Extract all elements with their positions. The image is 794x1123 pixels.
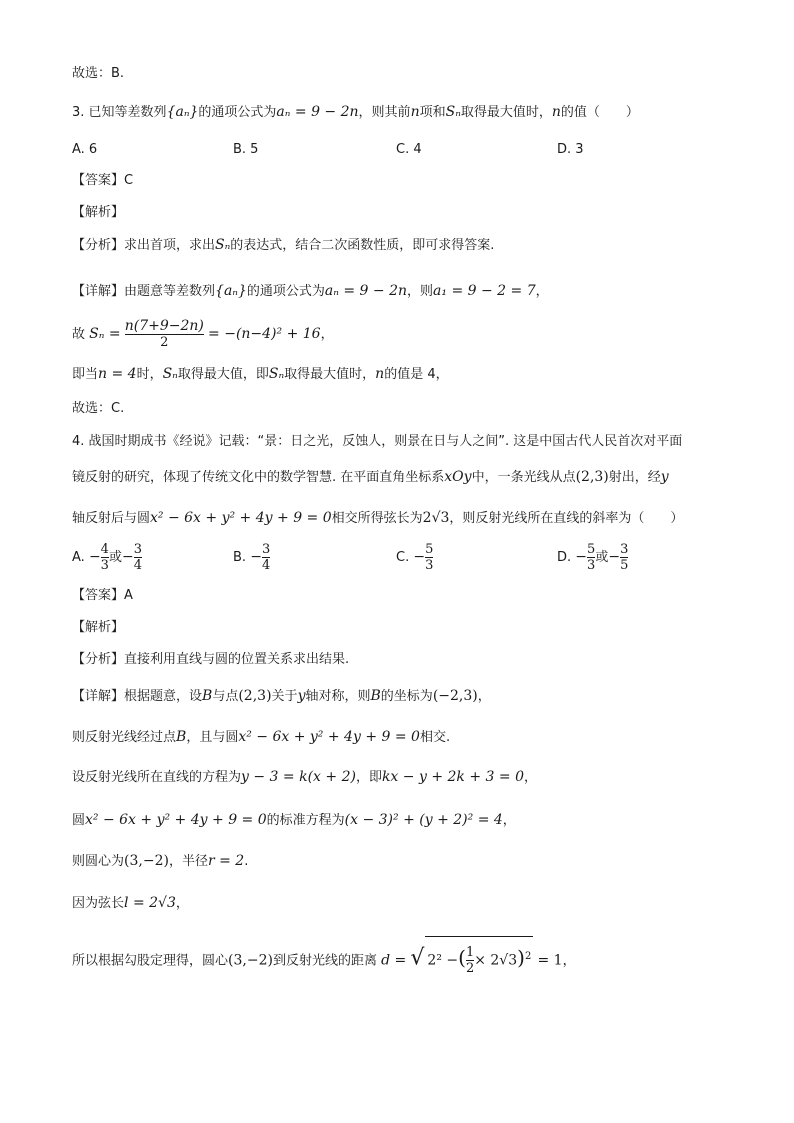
q4-answer: 【答案】A (72, 588, 133, 603)
q3-fenxi-sn: Sₙ (215, 237, 231, 253)
q4-d2-B: B (176, 729, 187, 745)
q3-stem-text-c: ，则其前 (358, 105, 411, 120)
q4-center: (3,−2) (124, 853, 169, 869)
q4-d4-b: 的标准方程为 (266, 813, 345, 828)
q4-line-1: 4. 战国时期成书《经说》记载：“景：日之光，反蚀人，则景在日与人之间”. 这是中国古代人民首次对平面 (72, 434, 683, 449)
q3-sum-denominator: 2 (160, 335, 169, 350)
q4-line2-c: 射出，经 (608, 470, 661, 485)
q3-detail1-formula: aₙ = 9 − 2n (324, 283, 408, 299)
q4-distance-result: = 1 (537, 952, 563, 969)
q4-option-a: A. − $\frac{4}{3}$ 或− $\frac{3}{4}$ (72, 542, 142, 573)
q4-optD-label: D. (557, 550, 572, 565)
q4-d1-B: B (202, 688, 213, 704)
q3-sequence: {aₙ} (166, 104, 199, 120)
q4-d7-center: (3,−2) (228, 952, 273, 969)
q4-d5-b: ，半径 (168, 854, 208, 869)
q4-standard-form: (x − 3)² + (y + 2)² = 4 (344, 812, 503, 828)
q4-y: y (660, 469, 669, 485)
q4-analysis-title: 【解析】 (72, 620, 125, 635)
q4-line-3 (72, 508, 683, 529)
q3-detail-label: 【详解】 (72, 284, 125, 299)
q4-optA-label: A. (72, 550, 85, 565)
q4-d3-a: 设反射光线所在直线的方程为 (72, 770, 242, 785)
q3-answer: 【答案】C (72, 173, 134, 188)
q4-half-fraction (466, 945, 474, 976)
q3-option-c: C. 4 (396, 142, 422, 157)
q4-optA-frac2 (134, 542, 142, 573)
q3-sn: Sₙ (445, 104, 461, 120)
q4-detail-3 (72, 767, 537, 788)
q4-chord-length: l = 2√3 (124, 895, 176, 911)
q4-optD-frac2-num: 3 (620, 542, 629, 557)
q4-line-general: kx − y + 2k + 3 = 0 (381, 769, 524, 785)
q3-detail-3 (72, 364, 449, 385)
q3-detail3-a: 即当 (72, 367, 99, 382)
q3-stem-text-e: 取得最大值时， (460, 105, 552, 120)
q4-d7-b: 到反射光线的距离 (272, 953, 377, 969)
q3-fenxi (72, 235, 494, 256)
q3-n: n (410, 104, 420, 120)
q3-a1: a₁ = 9 − 2 = 7 (433, 283, 536, 299)
q3-number: 3. (72, 105, 85, 120)
q4-d1-b: 与点 (212, 689, 239, 704)
q4-d5-a: 则圆心为 (72, 854, 125, 869)
q4-half-num: 1 (465, 945, 475, 961)
q4-optA-frac2-den: 4 (133, 558, 142, 573)
q4-d2-a: 则反射光线经过点 (72, 730, 177, 745)
q3-conclusion: 故选：C. (72, 401, 125, 416)
q4-optC-frac-den: 3 (425, 558, 434, 573)
q4-d5-end: . (244, 854, 249, 869)
q4-optA-frac2-num: 3 (133, 542, 142, 557)
q4-detail-7 (72, 936, 576, 981)
q3-option-b: B. 5 (233, 142, 259, 157)
q3-analysis-title: 【解析】 (72, 205, 125, 220)
q4-detail-label: 【详解】 (72, 689, 125, 704)
q4-d1-B2: B (370, 688, 381, 704)
q3-detail2-a: 故 (72, 327, 86, 342)
q4-fenxi-label: 【分析】 (72, 652, 125, 667)
q4-detail-4 (72, 810, 516, 831)
q3-detail3-n: n = 4 (98, 366, 137, 382)
q4-optA-frac1-den: 3 (100, 558, 109, 573)
q4-sqrt-square: 2 (524, 951, 532, 962)
q3-n2: n (551, 104, 561, 120)
q4-d6-a: 因为弦长 (72, 896, 125, 911)
q4-d1-e: 的坐标为 (380, 689, 433, 704)
q4-d7-end: ， (562, 953, 576, 969)
q4-d4-a: 圆 (72, 813, 86, 828)
q4-d1-d: 轴对称，则 (305, 689, 371, 704)
q4-d6-end: ， (175, 896, 189, 911)
q4-option-c: C. − $\frac{5}{3}$ (396, 542, 434, 573)
q4-d3-end: ， (523, 770, 537, 785)
q3-detail3-n2: n (375, 366, 385, 382)
q3-detail3-d: 取得最大值时， (284, 367, 376, 382)
q4-half-den: 2 (465, 961, 475, 977)
q4-d2-circle: x² − 6x + y² + 4y + 9 = 0 (238, 729, 420, 745)
q3-stem-text-f: 的值（ ） (560, 105, 639, 120)
q3-option-a: A. 6 (72, 142, 98, 157)
q4-optC-frac-num: 5 (425, 542, 434, 557)
q4-optB-frac-den: 4 (261, 558, 271, 573)
q3-detail3-sn: Sₙ (162, 366, 178, 382)
q3-stem-text-a: 已知等差数列 (88, 105, 167, 120)
q3-stem-text-b: 的通项公式为 (198, 105, 277, 120)
q4-sqrt-term1: 2² − (427, 952, 459, 969)
q3-detail-2 (72, 316, 334, 353)
q3-detail3-b: 时， (136, 367, 163, 382)
q4-d1-c: 关于 (271, 689, 298, 704)
q3-detail1-end: ， (535, 284, 549, 299)
q4-optB-frac (262, 542, 270, 573)
q4-d4-circle: x² − 6x + y² + 4y + 9 = 0 (85, 812, 267, 828)
q4-sqrt-times: × 2√3 (474, 952, 518, 969)
q4-point-B: (−2,3) (432, 688, 478, 704)
q3-detail1-c: ，则 (407, 284, 434, 299)
q4-optD-frac2 (620, 542, 628, 573)
q3-sum-fraction (125, 319, 204, 350)
q4-optA-frac1 (101, 542, 109, 573)
q4-detail-2 (72, 727, 450, 748)
q3-detail3-e: 的值是 4， (384, 367, 449, 382)
q4-detail-1 (72, 686, 491, 707)
q2-conclusion: 故选：B. (72, 66, 125, 81)
q4-option-b: B. − $\frac{3}{4}$ (233, 542, 271, 573)
q4-optC-frac (425, 542, 433, 573)
q4-line2-b: 中，一条光线从点 (471, 470, 576, 485)
q4-line3-c: ，则反射光线所在直线的斜率为（ ） (449, 511, 684, 526)
q4-xoy: xOy (444, 469, 472, 485)
q3-detail1-a: 由题意等差数列 (124, 284, 216, 299)
q4-optB-label: B. (233, 550, 247, 565)
q4-sqrt-body: 2² −( $\frac{1}{2}$ × 2√3)$^2$ (425, 936, 533, 981)
q4-line-eq: y − 3 = k(x + 2) (241, 769, 356, 785)
q4-d1-y: y (297, 688, 306, 704)
q3-stem-text-d: 项和 (419, 105, 446, 120)
q3-detail-1 (72, 281, 549, 302)
q4-sqrt-sign: √ (410, 945, 425, 971)
q4-fenxi-text: 直接利用直线与圆的位置关系求出结果. (124, 652, 350, 667)
q3-fenxi-b: 的表达式，结合二次函数性质，即可求得答案. (230, 238, 495, 253)
q3-sum-numerator: n(7+9−2n) (124, 318, 204, 334)
q4-distance-label: d = (381, 952, 407, 969)
q3-option-d: D. 3 (557, 142, 584, 157)
q3-detail1-b: 的通项公式为 (246, 284, 325, 299)
q3-detail3-c: 取得最大值，即 (177, 367, 269, 382)
q4-fenxi (72, 650, 349, 670)
q3-detail3-sn2: Sₙ (268, 366, 285, 382)
q4-optB-frac-num: 3 (261, 542, 271, 557)
q4-optC-label: C. (396, 550, 410, 565)
q3-detail2-end: ， (320, 327, 334, 342)
q4-optA-or: 或 (108, 550, 122, 565)
q3-detail1-seq: {aₙ} (215, 283, 247, 299)
q3-fenxi-a: 求出首项，求出 (124, 238, 216, 253)
q3-fenxi-label: 【分析】 (72, 238, 125, 253)
q3-detail2-b: = −(n−4)² + 16 (208, 326, 321, 342)
q4-option-d: D. − $\frac{5}{3}$ 或− $\frac{3}{5}$ (557, 542, 629, 573)
q4-optD-or: 或 (595, 550, 609, 565)
q4-line3-b: 相交所得弦长为 (331, 511, 423, 526)
q4-d4-end: ， (502, 813, 516, 828)
q4-line-2 (72, 467, 669, 488)
q4-optD-frac2-den: 5 (620, 558, 629, 573)
q3-detail2-sn: Sₙ = (89, 326, 121, 342)
q4-d2-b: ，且与圆 (186, 730, 239, 745)
q4-line3-a: 轴反射后与圆 (72, 511, 151, 526)
q3-formula: aₙ = 9 − 2n (276, 104, 359, 120)
q4-line2-a: 镜反射的研究，体现了传统文化中的数学智慧. 在平面直角坐标系 (72, 470, 445, 485)
q3-stem (72, 102, 639, 123)
q4-optD-frac1-den: 3 (587, 558, 596, 573)
q4-d3-b: ，即 (355, 770, 382, 785)
q4-d1-a: 根据题意，设 (124, 689, 203, 704)
q4-circle: x² − 6x + y² + 4y + 9 = 0 (150, 510, 332, 526)
q4-point: (2,3) (575, 469, 609, 485)
q4-detail-5 (72, 851, 248, 872)
q4-d2-c: 相交. (419, 730, 451, 745)
q4-optA-frac1-num: 4 (100, 542, 109, 557)
q4-d1-point: (2,3) (238, 688, 272, 704)
q4-chord: 2√3 (422, 510, 450, 526)
q4-radius: r = 2 (207, 853, 245, 869)
q4-d7-a: 所以根据勾股定理得，圆心 (72, 953, 229, 969)
q4-optD-frac1-num: 5 (587, 542, 596, 557)
q4-d1-end: ， (477, 689, 491, 704)
q4-detail-6 (72, 893, 189, 914)
